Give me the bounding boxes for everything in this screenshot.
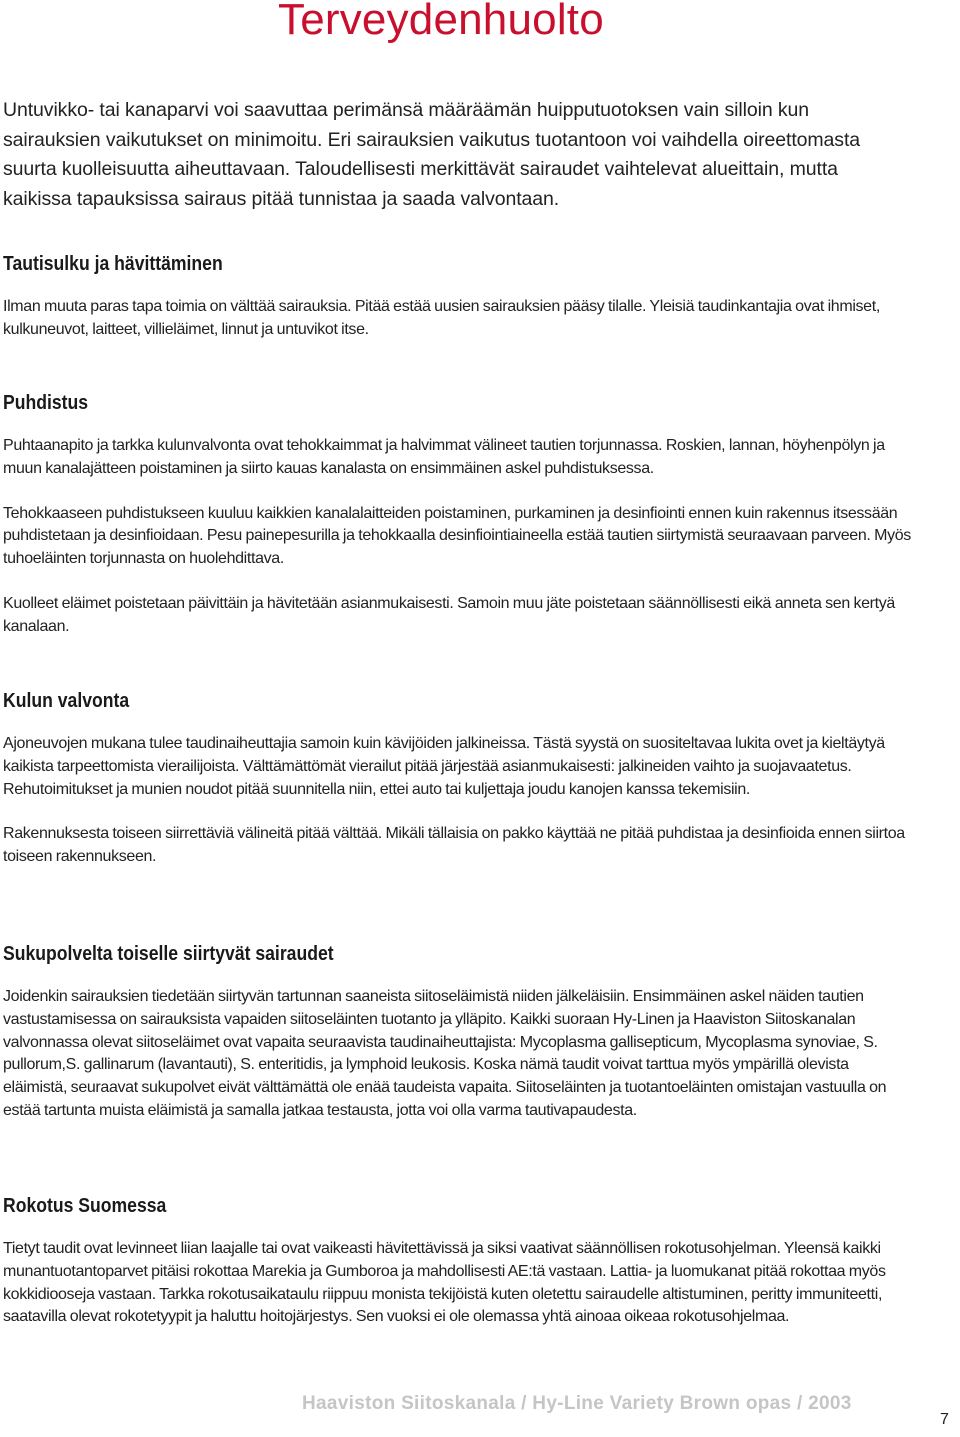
intro-paragraph: Untuvikko- tai kanaparvi voi saavuttaa perimänsä määräämän huipputuotoksen vain silloin kun sairauksien vaikutukset on minimoitu. Eri sairauksien vaikutus tuotantoon voi vaihdella oireettomasta suurta kuolleisuutta aiheuttavaan. Taloudellisesti merkittävät sairaudet vaihtelevat alueittain, mutta kaikissa tapauksissa sairaus pitää tunnistaa ja saada valvontaan. xyxy=(3,99,861,210)
section-puhdistus xyxy=(3,391,913,639)
section-heading: Puhdistus xyxy=(3,392,89,414)
section-tautisulku xyxy=(3,252,913,342)
section-paragraph: Kuolleet eläimet poistetaan päivittäin ja hävitetään asianmukaisesti. Samoin muu jäte poistetaan säännöllisesti eikä anneta sen kertyä kanalaan. xyxy=(3,594,895,635)
page-title: Terveydenhuolto xyxy=(278,0,604,44)
section-paragraph: Ilman muuta paras tapa toimia on välttää sairauksia. Pitää estää uusien sairauksien pääsy tilalle. Yleisiä taudinkantajia ovat ihmiset, kulkuneuvot, laitteet, villieläimet, linnut ja untuvikot itse. xyxy=(3,298,880,338)
section-paragraph: Puhtaanapito ja tarkka kulunvalvonta ovat tehokkaimmat ja halvimmat välineet tautien torjunnassa. Roskien, lannan, höyhenpölyn ja muun kanalajätteen poistaminen ja siirto kauas kanalasta on ensimmäinen askel puhdistuksessa. xyxy=(3,437,885,477)
section-paragraph: Joidenkin sairauksien tiedetään siirtyvän tartunnan saaneista siitoseläimistä niiden jälkeläisiin. Ensimmäinen askel näiden tautien vastustamisessa on sairauksista vapaiden siitoseläinten tuotanto ja ylläpito. Kaikki suoraan Hy-Linen ja Haaviston Siitoskanalan valvonnassa olevat siitoseläimet ovat vapaita seuraavista taudinaiheuttajista: Mycoplasma gallisepticum, Mycoplasma synoviae, S. pullorum,S. gallinarum (lavantauti), S. enteritidis, ja lymphoid leukosis. Koska nämä taudit voivat tarttua myös ympärillä olevista eläimistä, seuraavat sukupolvet eivät välttämättä ole enää taudeista vapaita. Siitoseläinten ja tuotantoeläinten omistajan vastuulla on estää tartunta muista eläimistä ja samalla jatkaa testausta, jotta voi olla varma tautivapaudesta. xyxy=(3,988,887,1119)
footer-text: Haaviston Siitoskanala / Hy-Line Variety Brown opas / 2003 xyxy=(302,1393,852,1414)
section-paragraph: Rakennuksesta toiseen siirrettäviä välineitä pitää välttää. Mikäli tällaisia on pakko käyttää ne pitää puhdistaa ja desinfioida ennen siirtoa toiseen rakennukseen. xyxy=(3,825,905,866)
page-number: 7 xyxy=(940,1411,949,1428)
section-paragraph: Tehokkaaseen puhdistukseen kuuluu kaikkien kanalalaitteiden poistaminen, purkaminen ja desinfiointi ennen kuin rakennus itsessään puhdistetaan ja desinfioidaan. Pesu painepesurilla ja tehokkaalla desinfiointiaineella estää tautien siirtymistä seuraavaan parveen. Myös tuhoeläinten torjunnasta on huolehdittava. xyxy=(3,504,911,568)
section-heading: Sukupolvelta toiselle siirtyvät sairaudet xyxy=(3,943,334,965)
section-heading: Tautisulku ja hävittäminen xyxy=(3,253,223,275)
section-kulun-valvonta xyxy=(3,689,913,869)
section-paragraph: Tietyt taudit ovat levinneet liian laajalle tai ovat vaikeasti hävitettävissä ja siksi vaativat säännöllisen rokotusohjelman. Yleensä kaikki munantuotantoparvet pitäisi rokottaa Marekia ja Gumboroa ja mahdollisesti AE:tä vastaan. Lattia- ja luomukanat pitää rokottaa myös kokkidiooseja vastaan. Tarkka rokotusaikataulu riippuu monista tekijöistä kuten oletettu sairaudelle altistuminen, peritty immuniteetti, saatavilla olevat rokotetyypit ja haluttu hoitojärjestys. Sen vuoksi ei ole olemassa yhtä ainoaa oikeaa rokotusohjelmaa. xyxy=(3,1240,886,1326)
section-sukupolvelta xyxy=(3,942,913,1123)
section-rokotus xyxy=(3,1194,913,1329)
section-paragraph: Ajoneuvojen mukana tulee taudinaiheuttajia samoin kuin kävijöiden jalkineissa. Tästä syystä on suositeltavaa lukita ovet ja kieltäytyä kaikista tarpeettomista vierailijoista. Välttämättömät vierailut pitää järjestää asianmukaisesti: jalkineiden vaihto ja suojavaatetus. Rehutoimitukset ja munien noudot pitää suunnitella niin, ettei auto tai kuljettaja joudu kanojen kanssa tekemisiin. xyxy=(3,735,885,798)
section-heading: Rokotus Suomessa xyxy=(3,1195,167,1217)
section-heading: Kulun valvonta xyxy=(3,690,130,712)
